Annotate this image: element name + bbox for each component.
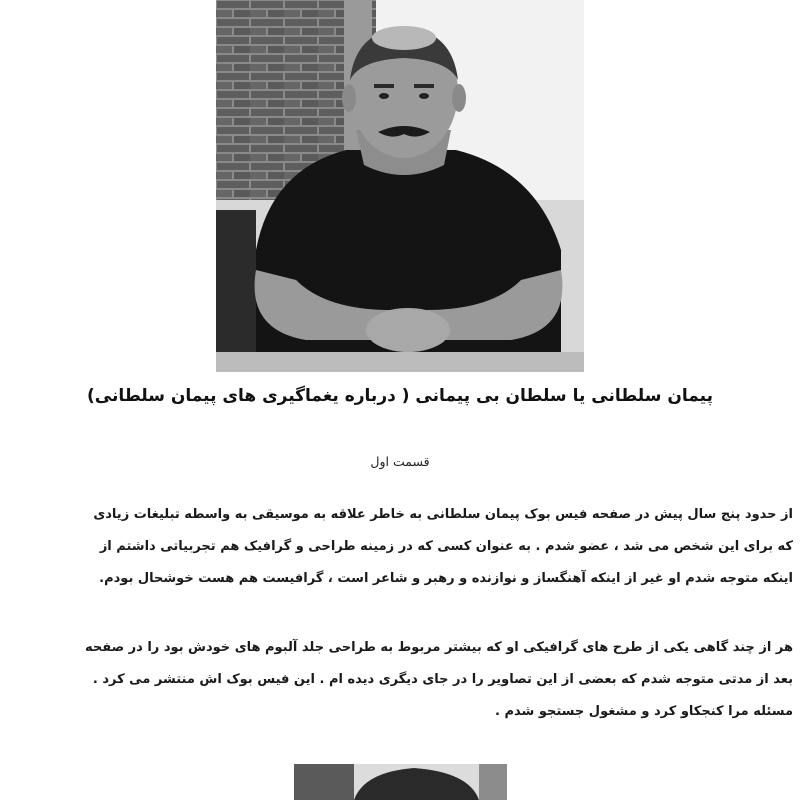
paragraph-line: که برای این شخص می شد ، عضو شدم . به عنوان کسی که در زمینه طراحی و گرافیک هم تجربیاتی داشتم از <box>99 539 793 554</box>
portrait-photo <box>216 0 584 372</box>
second-photo <box>294 764 507 800</box>
paragraph-line: از حدود پنج سال پیش در صفحه فیس بوک پیمان سلطانی به خاطر علاقه به موسیقی به واسطه تبلیغات زیادی <box>93 507 793 522</box>
paragraph-2 <box>10 632 793 728</box>
article-title: پیمان سلطانی یا سلطان بی پیمانی ( درباره یغماگیری های پیمان سلطانی) <box>87 386 713 406</box>
paragraph-line: هر از چند گاهی یکی از طرح های گرافیکی او که بیشتر مربوط به طراحی جلد آلبوم های خودش بود را در صفحه <box>84 640 793 655</box>
paragraph-line: اینکه متوجه شدم او غیر از اینکه آهنگساز و نوازنده و رهبر و شاعر است ، گرافیست هم هست خوشحال بودم. <box>99 571 793 586</box>
part-label: قسمت اول <box>370 454 430 469</box>
paragraph-line: مسئله مرا کنجکاو کرد و مشغول جستجو شدم . <box>495 704 793 719</box>
paragraph-line: بعد از مدتی متوجه شدم که بعضی از این تصاویر را در جای دیگری دیده ام . این فیس بوک اش منتشر می کرد . <box>92 672 793 687</box>
paragraph-1 <box>10 499 793 595</box>
